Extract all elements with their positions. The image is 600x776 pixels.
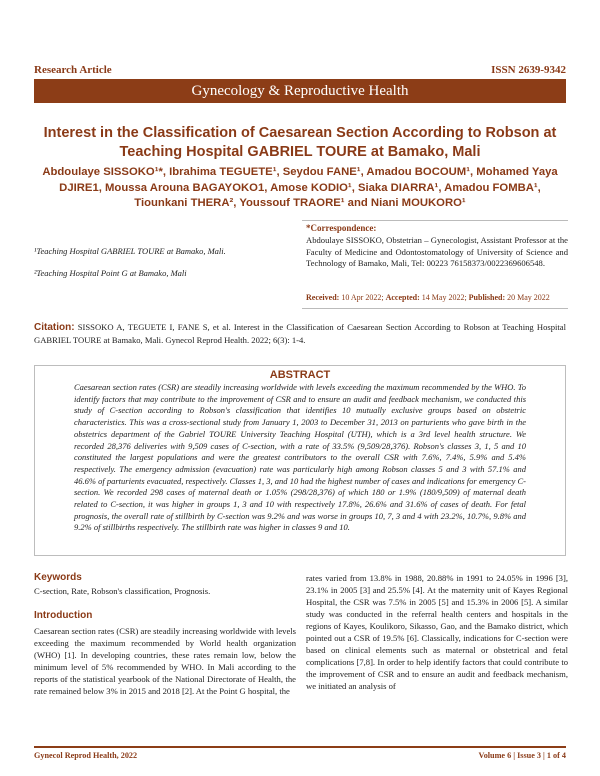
citation-label: Citation: — [34, 322, 75, 333]
citation — [34, 321, 566, 346]
citation-text: SISSOKO A, TEGUETE I, FANE S, et al. Interest in the Classification of Caesarean Section According to Robson at Teaching Hospital GABRIEL TOURE at Bamako, Mali. Gynecol Reprod Health. 2022; 6(3): 1-4. — [34, 322, 566, 345]
received-label: Received: — [306, 293, 340, 302]
dates-rule — [302, 308, 568, 309]
footer-rule — [34, 746, 566, 748]
journal-band: Gynecology & Reproductive Health — [34, 79, 566, 103]
correspondence-label: *Correspondence: — [306, 223, 377, 233]
article-dates — [306, 293, 568, 302]
correspondence-rule — [302, 220, 568, 221]
introduction-title: Introduction — [34, 610, 93, 621]
introduction-left-column: Caesarean section rates (CSR) are steadily increasing worldwide with levels exceeding the maximum recommended by World health organization (WHO) [1]. In developing countries, these rates remain low, below the minimum level of 5% recommended by WHO. In Mali according to the reports of the statistical yearbook of the National Directorate of Health, the rate remained below 3% in 2015 and 2018 [2]. At the Point G hospital, the — [34, 626, 296, 696]
affiliation-1: ¹Teaching Hospital GABRIEL TOURE at Bamako, Mali. — [34, 246, 226, 256]
accepted-date: 14 May 2022; — [421, 293, 467, 302]
received-date: 10 Apr 2022; — [341, 293, 384, 302]
paper-title: Interest in the Classification of Caesarean Section According to Robson at Teaching Hospital GABRIEL TOURE at Bamako, Mali — [43, 125, 557, 160]
affiliation-2: ²Teaching Hospital Point G at Bamako, Mali — [34, 268, 187, 278]
abstract-text: Caesarean section rates (CSR) are steadily increasing worldwide with levels exceeding the maximum recommended by the WHO. To identify factors that may contribute to the improvement of CSR and to ensure an audit and feedback mechanism, we conducted this study of C-section according to Robson's classification that identifies 10 mutually exclusive groups based on obstetric characteristics. This was a cross-sectional study from January 1, 2003 to December 31, 2013 on parturients who gave birth in the obstetrics department of the Gabriel TOURE University Teaching Hospital (UTH), which is a 3rd level health structure. We recorded 28,376 deliveries with 9,509 cases of C-section, with a rate of 33.5% (9,509/28,376). Robson's classes 3, 1, 5 and 10 constituted the largest populations and were the greatest contributors to the overall CSR with 7.6%, 7.4%, 5.9% and 5.4% respectively. The emergency admission (evacuation) rate was particularly high among Robson classes 5 and 3 with 57.1% and 46.6% of parturients evacuated, respectively. Classes 1, 3, and 10 had the highest number of cases and indications for emergency C-section. We recorded 298 cases of maternal death or 1.05% (298/28,376) of which 180 or 1.9% (180/9,509) of maternal death related to C-section, it was higher in groups 1, 3 and 10 with respectively 17.8%, 26.6% and 31.6% of cases of death. For fetal prognosis, the overall rate of stillbirth by C-section was 9.2% and was worse in groups 10, 7, 3 and 4 with 23.2%, 10.7%, 9.8% and 9.2% of stillbirths respectively. The stillbirth rate was higher in classes 9 and 10. — [74, 382, 526, 533]
keywords-text: C-section, Rate, Robson's classification, Prognosis. — [34, 586, 211, 596]
footer-journal: Gynecol Reprod Health, 2022 — [34, 751, 138, 760]
author-list: Abdoulaye SISSOKO¹*, Ibrahima TEGUETE¹, Seydou FANE¹, Amadou BOCOUM¹, Mohamed Yaya DJIRE1, Moussa Arouna BAGAYOKO1, Amose KODIO¹, Siaka DIARRA¹, Amadou FOMBA¹, Tiounkani THERA², Youssouf TRAORE¹ and Niani MOUKORO¹ — [42, 166, 558, 209]
issn: ISSN 2639-9342 — [491, 64, 566, 76]
accepted-label: Accepted: — [385, 293, 420, 302]
abstract-title: ABSTRACT — [269, 369, 331, 381]
published-label: Published: — [468, 293, 506, 302]
keywords-title: Keywords — [34, 572, 82, 583]
published-date: 20 May 2022 — [507, 293, 550, 302]
footer-page-info: Volume 6 | Issue 3 | 1 of 4 — [478, 751, 566, 760]
article-type: Research Article — [34, 64, 112, 76]
correspondence-text: Abdoulaye SISSOKO, Obstetrian – Gynecologist, Assistant Professor at the Faculty of Medicine and Odontostomatology of University of Science and Technology of Bamako, Mali, Tel: 00223 76158373/0022369606548. — [306, 235, 568, 268]
introduction-right-column: rates varied from 13.8% in 1988, 20.88% in 1991 to 24.05% in 1996 [3], 23.1% in 2005 [3] and 25.5% [4]. At the maternity unit of Kayes Regional Hospital, the CSR was 7.5% in 2005 [5] and 15.3% in 2006 [5]. A similar study was conducted in the referral health centers and hospitals in the regions of Kayes, Koulikoro, Sikasso, Gao, and the Bamako district, which pointed out a CSR of 19.5% [6]. Classically, indications for C-section were based on clinical elements such as maternal or obstetrical and fetal complications [7,8]. In order to help identify factors that could contribute to the improvement of CSR and to ensure an audit and feedback mechanism, we initiated an analysis of — [306, 573, 568, 691]
